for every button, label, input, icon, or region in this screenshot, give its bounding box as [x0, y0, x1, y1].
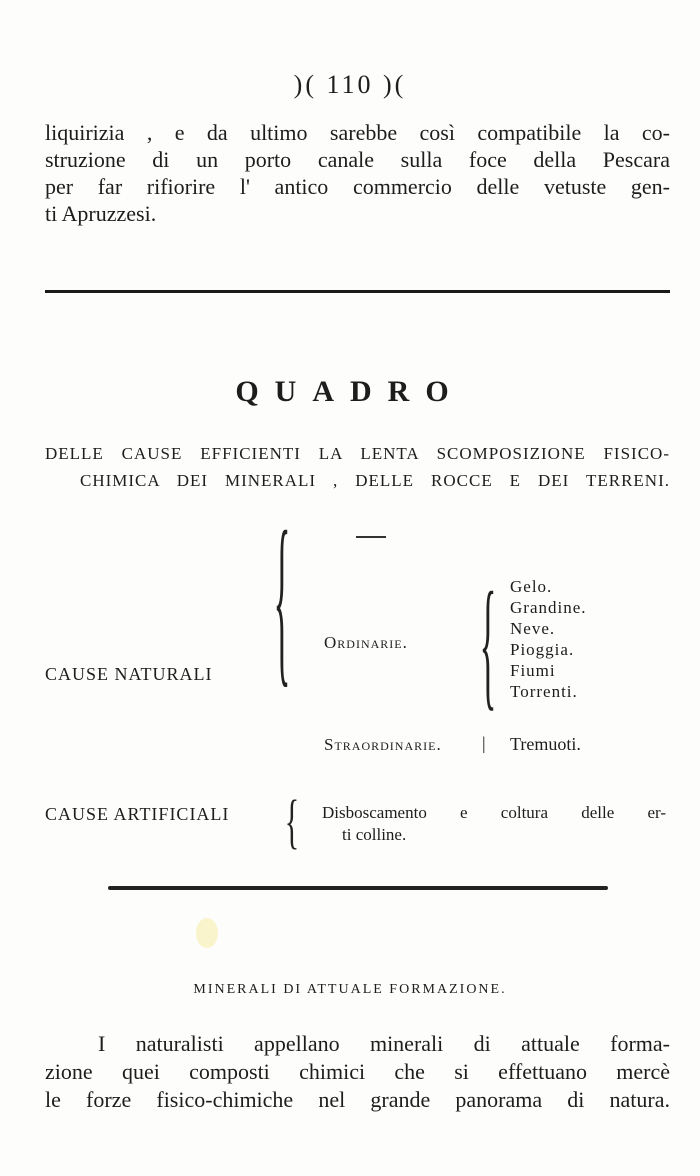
ordinarie-label: Ordinarie.	[324, 633, 408, 652]
paper-stain	[196, 918, 218, 948]
page-title: QUADRO	[235, 375, 465, 408]
paragraph-line: ti Apruzzesi.	[45, 201, 157, 226]
list-item: Neve.	[510, 619, 556, 638]
artificiali-text: ti colline.	[342, 825, 407, 844]
straordinarie-label: Straordinarie.	[324, 735, 442, 754]
list-item: Pioggia.	[510, 640, 575, 659]
cause-naturali-label: CAUSE NATURALI	[45, 664, 213, 684]
list-item: Gelo.	[510, 577, 553, 596]
paragraph-line: per far rifiorire l' antico commercio delle vetuste gen-	[45, 174, 670, 199]
left-brace: {	[273, 490, 291, 704]
list-item: Torrenti.	[510, 682, 578, 701]
list-item: Grandine.	[510, 598, 587, 617]
artificiali-text: Disboscamento e coltura delle er-	[322, 803, 666, 822]
subtitle-line: CHIMICA DEI MINERALI , DELLE ROCCE E DEI TERRENI.	[80, 471, 670, 490]
paragraph-line: zione quei composti chimici che si effettuano mercè	[45, 1059, 670, 1084]
list-item: Fiumi	[510, 661, 556, 680]
paragraph-line: I naturalisti appellano minerali di attuale forma-	[98, 1031, 670, 1056]
paragraph-line: liquirizia , e da ultimo sarebbe così compatibile la co-	[45, 120, 670, 145]
paragraph-line: struzione di un porto canale sulla foce della Pescara	[45, 147, 670, 172]
subtitle-line: DELLE CAUSE EFFICIENTI LA LENTA SCOMPOSIZIONE FISICO-	[45, 444, 670, 463]
separator: |	[482, 733, 486, 753]
divider-rule	[108, 886, 608, 890]
ordinarie-brace: {	[479, 560, 497, 724]
straordinarie-item: Tremuoti.	[510, 734, 581, 754]
short-divider	[356, 536, 386, 538]
paragraph-line: le forze fisico-chimiche nel grande panorama di natura.	[45, 1087, 670, 1112]
section-heading: MINERALI DI ATTUALE FORMAZIONE.	[193, 982, 507, 997]
page-number: )( 110 )(	[293, 70, 407, 99]
divider-rule	[45, 290, 670, 293]
cause-artificiali-label: CAUSE ARTIFICIALI	[45, 804, 230, 824]
artificiali-brace: {	[284, 787, 300, 855]
